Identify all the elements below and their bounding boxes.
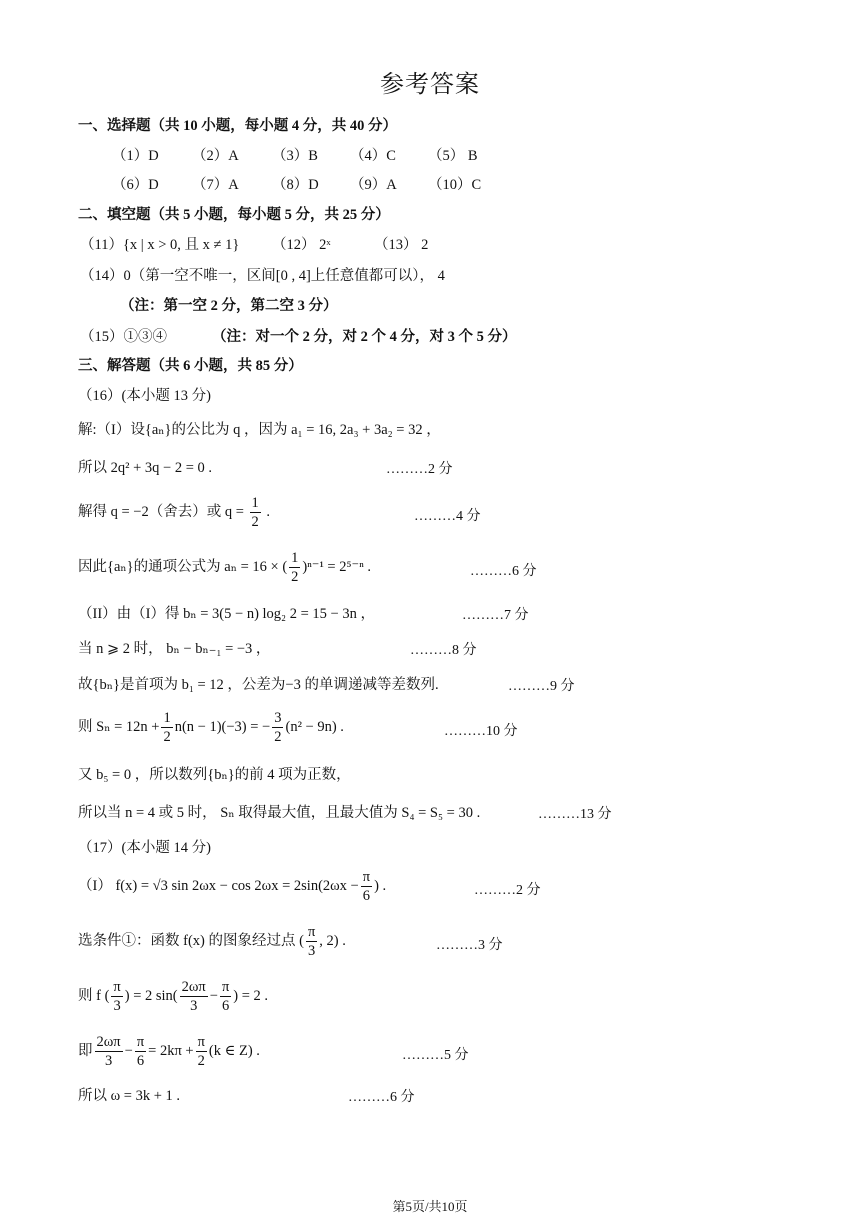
choice-answer-8: （8）D (272, 177, 319, 193)
fraction: $\frac{\pi}{2}$ (197, 1034, 205, 1069)
p17-line-4-score: ………5 分 (402, 1048, 469, 1063)
p16-line-4-score: ………6 分 (470, 564, 537, 579)
fraction: $\frac{1}{2}$ (163, 710, 171, 745)
choice-answer-1: （1）D (112, 148, 159, 164)
p16-line-5: （II）由（I）得 bₙ = 3(5 − n) log₂ 2 = 15 − 3n ， (78, 606, 375, 622)
fill-answer-14: （14）0（第一空不唯一，区间[0 , 4]上任意值都可以）， 4 (80, 268, 445, 284)
choice-answer-4: （4）C (350, 148, 396, 164)
fill-answer-11: （11）{x | x > 0, 且 x ≠ 1} (80, 237, 240, 253)
fraction: $\frac{\pi}{6}$ (221, 979, 230, 1014)
p16-line-10-score: ………13 分 (538, 807, 612, 822)
choice-answer-9: （9）A (350, 177, 397, 193)
fraction: $\frac{\pi}{6}$ (362, 869, 371, 904)
p17-line-2-score: ………3 分 (436, 938, 503, 953)
p16-line-3-score: ………4 分 (414, 509, 481, 524)
p16-line-10: 所以当 n = 4 或 5 时， Sₙ 取得最大值，且最大值为 S₄ = S₅ = 30 . (78, 805, 481, 821)
p16-line-6: 当 n ⩾ 2 时， bₙ − bₙ₋₁ = −3 ， (78, 641, 271, 657)
p16-line-7: 故{bₙ}是首项为 b₁ = 12 ，公差为−3 的单调递减等差数列. (78, 677, 439, 693)
p16-line-4: 因此{aₙ}的通项公式为 aₙ = 16 × ( $\frac{1}{2}$ )ⁿ⁻¹ = 2⁵⁻ⁿ . (78, 550, 372, 585)
fill-answer-15: （15）①③④ (80, 329, 167, 345)
p16-line-1: 解:（I）设{aₙ}的公比为 q ，因为 a₁ = 16, 2a₃ + 3a₂ = 32 ， (78, 422, 441, 438)
fill-answer-12: （12） 2ˣ (272, 237, 331, 253)
section1-heading: 一、选择题（共 10 小题，每小题 4 分，共 40 分） (78, 118, 397, 134)
section2-heading: 二、填空题（共 5 小题，每小题 5 分，共 25 分） (78, 207, 390, 223)
p17-line-2: 选条件①：函数 f(x) 的图象经过点 ( $\frac{\pi}{3}$ , 2) . (78, 924, 346, 959)
fill-answer-15-note: （注：对一个 2 分，对 2 个 4 分，对 3 个 5 分） (212, 329, 517, 345)
choice-answer-6: （6）D (112, 177, 159, 193)
p16-line-2-score: ………2 分 (386, 462, 453, 477)
fraction: $\frac{\pi}{3}$ (307, 924, 316, 959)
p16-line-8-score: ………10 分 (444, 724, 518, 739)
fraction: $\frac{\pi}{6}$ (136, 1034, 145, 1069)
fraction: $\frac{1}{2}$ (251, 495, 259, 530)
p16-line-6-score: ………8 分 (410, 643, 477, 658)
fraction: $\frac{1}{2}$ (291, 550, 299, 585)
choice-answer-5: （5） B (428, 148, 478, 164)
fraction: $\frac{\pi}{3}$ (113, 979, 121, 1014)
fraction: $\frac{2\omega\pi}{3}$ (96, 1034, 121, 1069)
fraction: $\frac{2\omega\pi}{3}$ (181, 979, 206, 1014)
p16-line-5-score: ………7 分 (462, 608, 529, 623)
page-title: 参考答案 (380, 70, 480, 98)
p17-line-5-score: ………6 分 (348, 1090, 415, 1105)
choice-answer-7: （7）A (192, 177, 239, 193)
choice-answer-3: （3）B (272, 148, 318, 164)
p17-line-4: 即 $\frac{2\omega\pi}{3}$ − $\frac{\pi}{6}$ = 2kπ + $\frac{\pi}{2}$ (k ∈ Z) . (78, 1034, 260, 1069)
choice-answer-10: （10）C (428, 177, 482, 193)
p17-line-1-score: ………2 分 (474, 883, 541, 898)
p16-line-2: 所以 2q² + 3q − 2 = 0 . (78, 460, 213, 476)
problem-17-heading: （17）(本小题 14 分) (78, 840, 211, 856)
fraction: $\frac{3}{2}$ (274, 710, 282, 745)
p17-line-5: 所以 ω = 3k + 1 . (78, 1088, 181, 1104)
p16-line-3: 解得 q = −2（舍去）或 q = $\frac{1}{2}$ . (78, 495, 271, 530)
section3-heading: 三、解答题（共 6 小题，共 85 分） (78, 358, 303, 374)
p17-line-3: 则 f ( $\frac{\pi}{3}$ ) = 2 sin( $\frac{2\omega\pi}{3}$ − $\frac{\pi}{6}$ ) = 2 . (78, 979, 269, 1014)
p17-line-1: （I） f(x) = √3 sin 2ωx − cos 2ωx = 2sin(2ωx − $\frac{\pi}{6}$ ) . (78, 869, 387, 904)
page-footer: 第5页/共10页 (392, 1199, 468, 1214)
p16-line-8: 则 Sₙ = 12n + $\frac{1}{2}$ n(n − 1)(−3) = − $\frac{3}{2}$ (n² − 9n) . (78, 710, 344, 745)
fill-answer-13: （13） 2 (374, 237, 429, 253)
fill-answer-14-note: （注：第一空 2 分，第二空 3 分） (120, 298, 338, 314)
p16-line-9: 又 b₅ = 0 ，所以数列{bₙ}的前 4 项为正数， (78, 767, 351, 783)
choice-answer-2: （2）A (192, 148, 239, 164)
p16-line-7-score: ………9 分 (508, 679, 575, 694)
problem-16-heading: （16）(本小题 13 分) (78, 388, 211, 404)
